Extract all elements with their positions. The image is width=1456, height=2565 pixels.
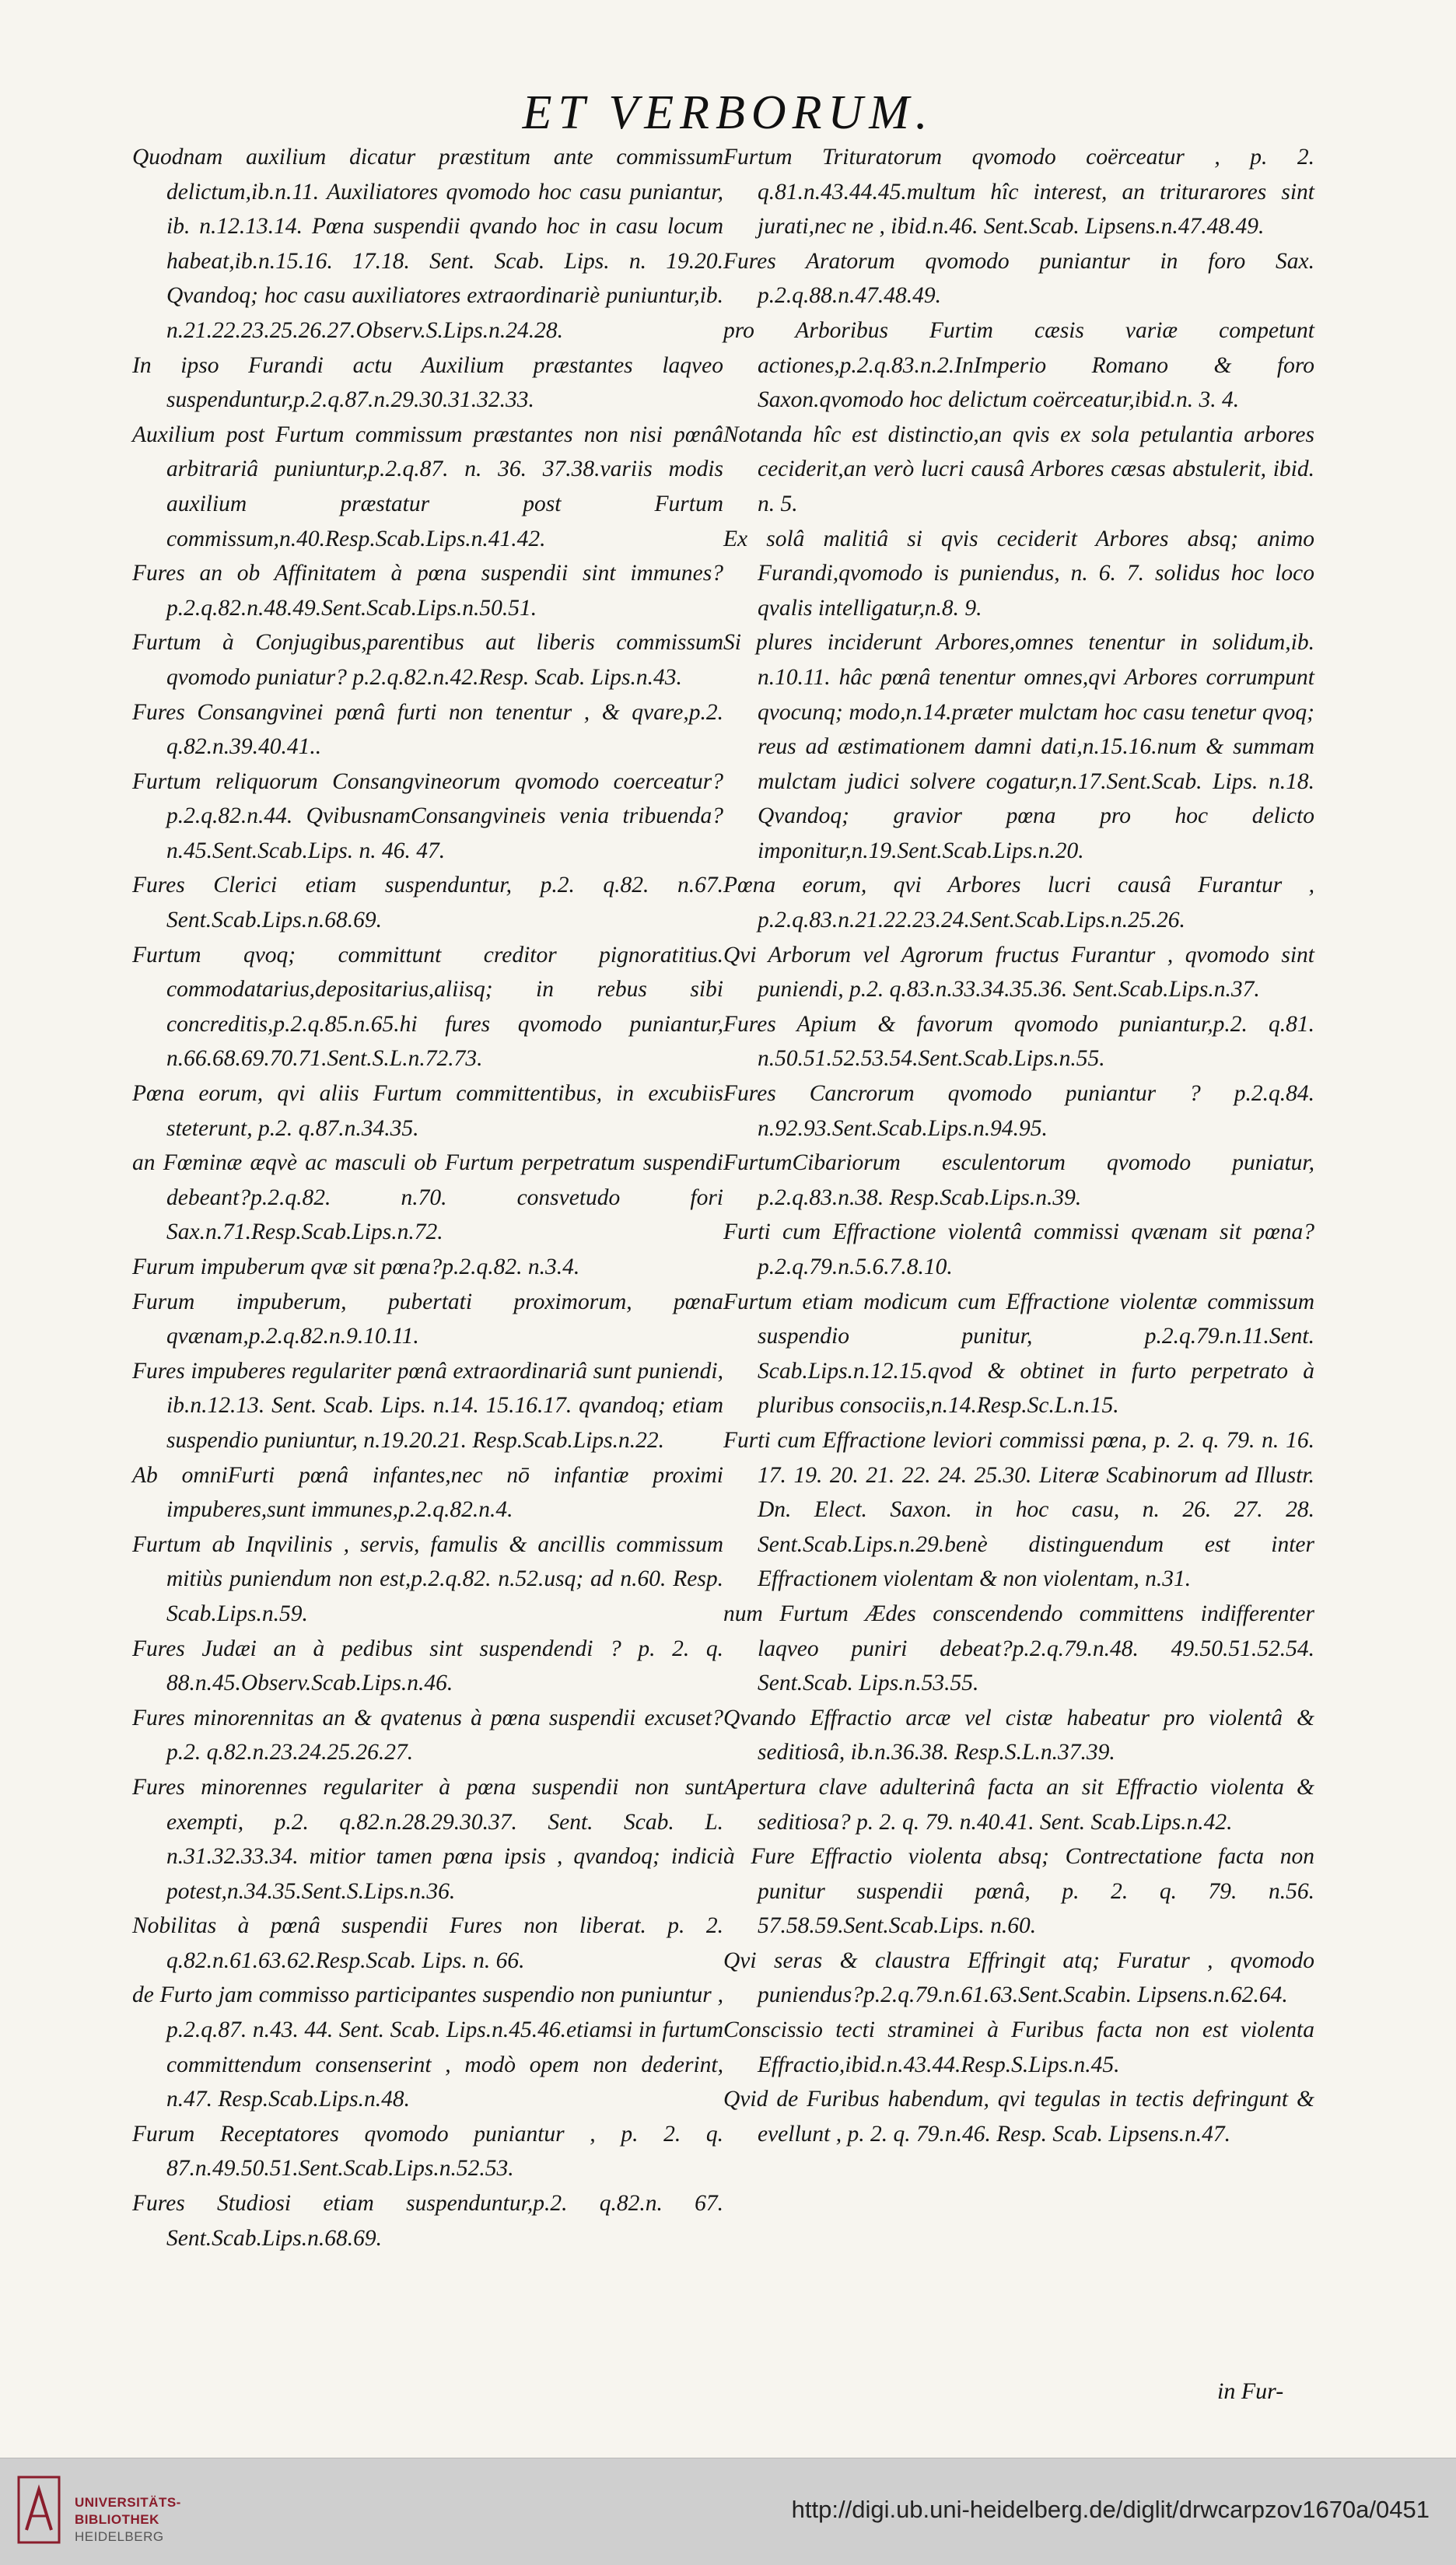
index-entry: pro Arboribus Furtim cæsis variæ competunt actiones,p.2.q.83.n.2.InImperio Romano & foro Saxon.qvomodo hoc delictum coërceatur,ibid.n. 3. 4. [723, 317, 1314, 413]
index-entry: Quodnam auxilium dicatur præstitum ante commissum delictum,ib.n.11. Auxiliatores qvomodo hoc casu puniantur, ib. n.12.13.14. Pœna suspendii qvando hoc in casu locum habeat,ib.n.15.16. 17.18. Sent. Scab. Lips. n. 19.20. Qvandoq; hoc casu auxiliatores extraordinariè puniuntur,ib. n.21.22.23.25.26.27.Observ.S.Lips.n.24.28. [132, 145, 723, 343]
index-entry: Fures impuberes regulariter pœnâ extraordinariâ sunt puniendi, ib.n.12.13. Sent. Scab. Lips. n.14. 15.16.17. qvandoq; etiam suspendio puniuntur, n.19.20.21. Resp.Scab.Lips.n.22. [132, 1358, 723, 1453]
index-entry: Furum Receptatores qvomodo puniantur , p. 2. q. 87.n.49.50.51.Sent.Scab.Lips.n.52.53. [132, 2121, 723, 2182]
index-entry: Qvi seras & claustra Effringit atq; Furatur , qvomodo puniendus?p.2.q.79.n.61.63.Sent.Scabin. Lipsens.n.62.64. [723, 1947, 1314, 2008]
index-entry: an Fœminæ æqvè ac masculi ob Furtum perpetratum suspendi debeant?p.2.q.82. n.70. consvetudo fori Sax.n.71.Resp.Scab.Lips.n.72. [132, 1150, 723, 1245]
index-entry: Fures Studiosi etiam suspenduntur,p.2. q.82.n. 67. Sent.Scab.Lips.n.68.69. [132, 2191, 723, 2251]
index-entry: Qvid de Furibus habendum, qvi tegulas in tectis defringunt & evellunt , p. 2. q. 79.n.46. Resp. Scab. Lipsens.n.47. [723, 2087, 1314, 2147]
index-entry: Si plures inciderunt Arbores,omnes tenentur in solidum,ib. n.10.11. hâc pœnâ tenentur omnes,qvi Arbores corrumpunt qvocunq; modo,n.14.præter mulctam hoc casu tenetur qvoq; reus ad æstimationem damni dati,n.15.16.num & summam mulctam judici solvere cogatur,n.17.Sent.Scab. Lips. n.18. Qvandoq; gravior pœna pro hoc delicto imponitur,n.19.Sent.Scab.Lips.n.20. [723, 630, 1314, 863]
index-entry: Fures Apium & favorum qvomodo puniantur,p.2. q.81. n.50.51.52.53.54.Sent.Scab.Lips.n.55. [723, 1011, 1314, 1072]
index-entry: Furum impuberum, pubertati proximorum, pœna qvænam,p.2.q.82.n.9.10.11. [132, 1289, 723, 1349]
index-entry: FurtumCibariorum esculentorum qvomodo puniatur, p.2.q.83.n.38. Resp.Scab.Lips.n.39. [723, 1150, 1314, 1210]
index-entry: Auxilium post Furtum commissum præstantes non nisi pœnâ arbitrariâ puniuntur,p.2.q.87. n. 36. 37.38.variis modis auxilium præstatur post Furtum commissum,n.40.Resp.Scab.Lips.n.41.42. [132, 422, 723, 551]
index-entry: Fures minorennes regulariter à pœna suspendii non sunt exempti, p.2. q.82.n.28.29.30.37. Sent. Scab. L. n.31.32.33.34. mitior tamen pœna ipsis , qvandoq; indici potest,n.34.35.Sent.S.Lips.n.36. [132, 1774, 723, 1904]
index-entry: Fures Judæi an à pedibus sint suspendendi ? p. 2. q. 88.n.45.Observ.Scab.Lips.n.46. [132, 1636, 723, 1696]
index-column-right [723, 140, 1314, 2151]
catchword: in Fur- [1217, 2378, 1284, 2404]
index-entry: Furtum reliquorum Consangvineorum qvomodo coerceatur?p.2.q.82.n.44. QvibusnamConsangvineis venia tribuenda? n.45.Sent.Scab.Lips. n. 46. 47. [132, 768, 723, 863]
page-header: ET VERBORUM. [522, 86, 934, 139]
index-entry: Conscissio tecti straminei à Furibus facta non est violenta Effractio,ibid.n.43.44.Resp.S.Lips.n.45. [723, 2017, 1314, 2077]
index-entry: Nobilitas à pœnâ suspendii Fures non liberat. p. 2. q.82.n.61.63.62.Resp.Scab. Lips. n. 66. [132, 1913, 723, 1973]
index-entry: Furti cum Effractione violentâ commissi qvænam sit pœna? p.2.q.79.n.5.6.7.8.10. [723, 1220, 1314, 1279]
index-entry: de Furto jam commisso participantes suspendio non puniuntur , p.2.q.87. n.43. 44. Sent. Scab. Lips.n.45.46.etiamsi in furtum committendum consenserint , modò opem non dederint, n.47. Resp.Scab.Lips.n.48. [132, 1982, 723, 2112]
logo-line: UNIVERSITÄTS- [75, 2495, 181, 2510]
index-entry: num Furtum Ædes conscendendo committens indifferenter laqveo puniri debeat?p.2.q.79.n.48. 49.50.51.52.54. Sent.Scab. Lips.n.53.55. [723, 1601, 1314, 1696]
index-entry: Furtum ab Inqvilinis , servis, famulis & ancillis commissum mitiùs puniendum non est,p.2.q.82. n.52.usq; ad n.60. Resp. Scab.Lips.n.59. [132, 1531, 723, 1626]
permalink-url[interactable]: http://digi.ub.uni-heidelberg.de/diglit/drwcarpzov1670a/0451 [791, 2496, 1430, 2523]
logo-line: BIBLIOTHEK [75, 2512, 159, 2527]
library-logo-text [75, 2494, 181, 2546]
viewer-footer [0, 2458, 1456, 2565]
index-entry: In ipso Furandi actu Auxilium præstantes laqveo suspenduntur,p.2.q.87.n.29.30.31.32.33. [132, 352, 723, 413]
library-seal-icon [17, 2476, 61, 2544]
index-entry: Fures Consangvinei pœnâ furti non tenentur , & qvare,p.2. q.82.n.39.40.41.. [132, 699, 723, 760]
index-entry: Qvando Effractio arcæ vel cistæ habeatur pro violentâ & seditiosâ, ib.n.36.38. Resp.S.L.n.37.39. [723, 1705, 1314, 1765]
logo-line: HEIDELBERG [75, 2529, 164, 2544]
index-entry: Ab omniFurti pœnâ infantes,nec nō infantiæ proximi impuberes,sunt immunes,p.2.q.82.n.4. [132, 1462, 723, 1523]
index-entry: Apertura clave adulterinâ facta an sit Effractio violenta & seditiosa? p. 2. q. 79. n.40.41. Sent. Scab.Lips.n.42. [723, 1774, 1314, 1835]
index-entry: Fures Cancrorum qvomodo puniantur ? p.2.q.84. n.92.93.Sent.Scab.Lips.n.94.95. [723, 1081, 1314, 1141]
index-entry: Qvi Arborum vel Agrorum fructus Furantur , qvomodo sint puniendi, p.2. q.83.n.33.34.35.36. Sent.Scab.Lips.n.37. [723, 942, 1314, 1003]
index-column-left [132, 140, 723, 2255]
index-entry: Furti cum Effractione leviori commissi pœna, p. 2. q. 79. n. 16. 17. 19. 20. 21. 22. 24. 25.30. Literæ Scabinorum ad Illustr. Dn. Elect. Saxon. in hoc casu, n. 26. 27. 28. Sent.Scab.Lips.n.29.benè distinguendum est inter Effractionem violentam & non violentam, n.31. [723, 1427, 1314, 1592]
index-entry: Furtum Trituratorum qvomodo coërceatur , p. 2. q.81.n.43.44.45.multum hîc interest, an triturarores sint jurati,nec ne , ibid.n.46. Sent.Scab. Lipsens.n.47.48.49. [723, 145, 1314, 240]
index-entry: Ex solâ malitiâ si qvis ceciderit Arbores absq; animo Furandi,qvomodo is puniendus, n. 6. 7. solidus hoc loco qvalis intelligatur,n.8. 9. [723, 526, 1314, 621]
index-entry: Furtum etiam modicum cum Effractione violentæ commissum suspendio punitur, p.2.q.79.n.11.Sent. Scab.Lips.n.12.15.qvod & obtinet in furto perpetrato à pluribus consociis,n.14.Resp.Sc.L.n.15. [723, 1289, 1314, 1419]
index-entry: Fures Aratorum qvomodo puniantur in foro Sax. p.2.q.88.n.47.48.49. [723, 248, 1314, 309]
index-entry: Pœna eorum, qvi Arbores lucri causâ Furantur , p.2.q.83.n.21.22.23.24.Sent.Scab.Lips.n.25.26. [723, 873, 1314, 933]
index-entry: Pœna eorum, qvi aliis Furtum committentibus, in excubiis steterunt, p.2. q.87.n.34.35. [132, 1081, 723, 1141]
index-entry: Furum impuberum qvæ sit pœna?p.2.q.82. n.3.4. [132, 1255, 580, 1279]
index-entry: à Fure Effractio violenta absq; Contrectatione facta non punitur suspendii pœnâ, p. 2. q. 79. n.56. 57.58.59.Sent.Scab.Lips. n.60. [723, 1844, 1314, 1939]
index-entry: Fures an ob Affinitatem à pœna suspendii sint immunes? p.2.q.82.n.48.49.Sent.Scab.Lips.n.50.51. [132, 561, 723, 621]
index-entry: Fures Clerici etiam suspenduntur, p.2. q.82. n.67. Sent.Scab.Lips.n.68.69. [132, 873, 723, 933]
index-entry: Notanda hîc est distinctio,an qvis ex sola petulantia arbores ceciderit,an verò lucri causâ Arbores cæsas abstulerit, ibid. n. 5. [723, 422, 1314, 516]
index-entry: Fures minorennitas an & qvatenus à pœna suspendii excuset? p.2. q.82.n.23.24.25.26.27. [132, 1705, 723, 1765]
index-entry: Furtum à Conjugibus,parentibus aut liberis commissum qvomodo puniatur? p.2.q.82.n.42.Resp. Scab. Lips.n.43. [132, 630, 723, 690]
index-entry: Furtum qvoq; committunt creditor pignoratitius. commodatarius,depositarius,aliisq; in rebus sibi concreditis,p.2.q.85.n.65.hi fures qvomodo puniantur, n.66.68.69.70.71.Sent.S.L.n.72.73. [132, 942, 723, 1072]
